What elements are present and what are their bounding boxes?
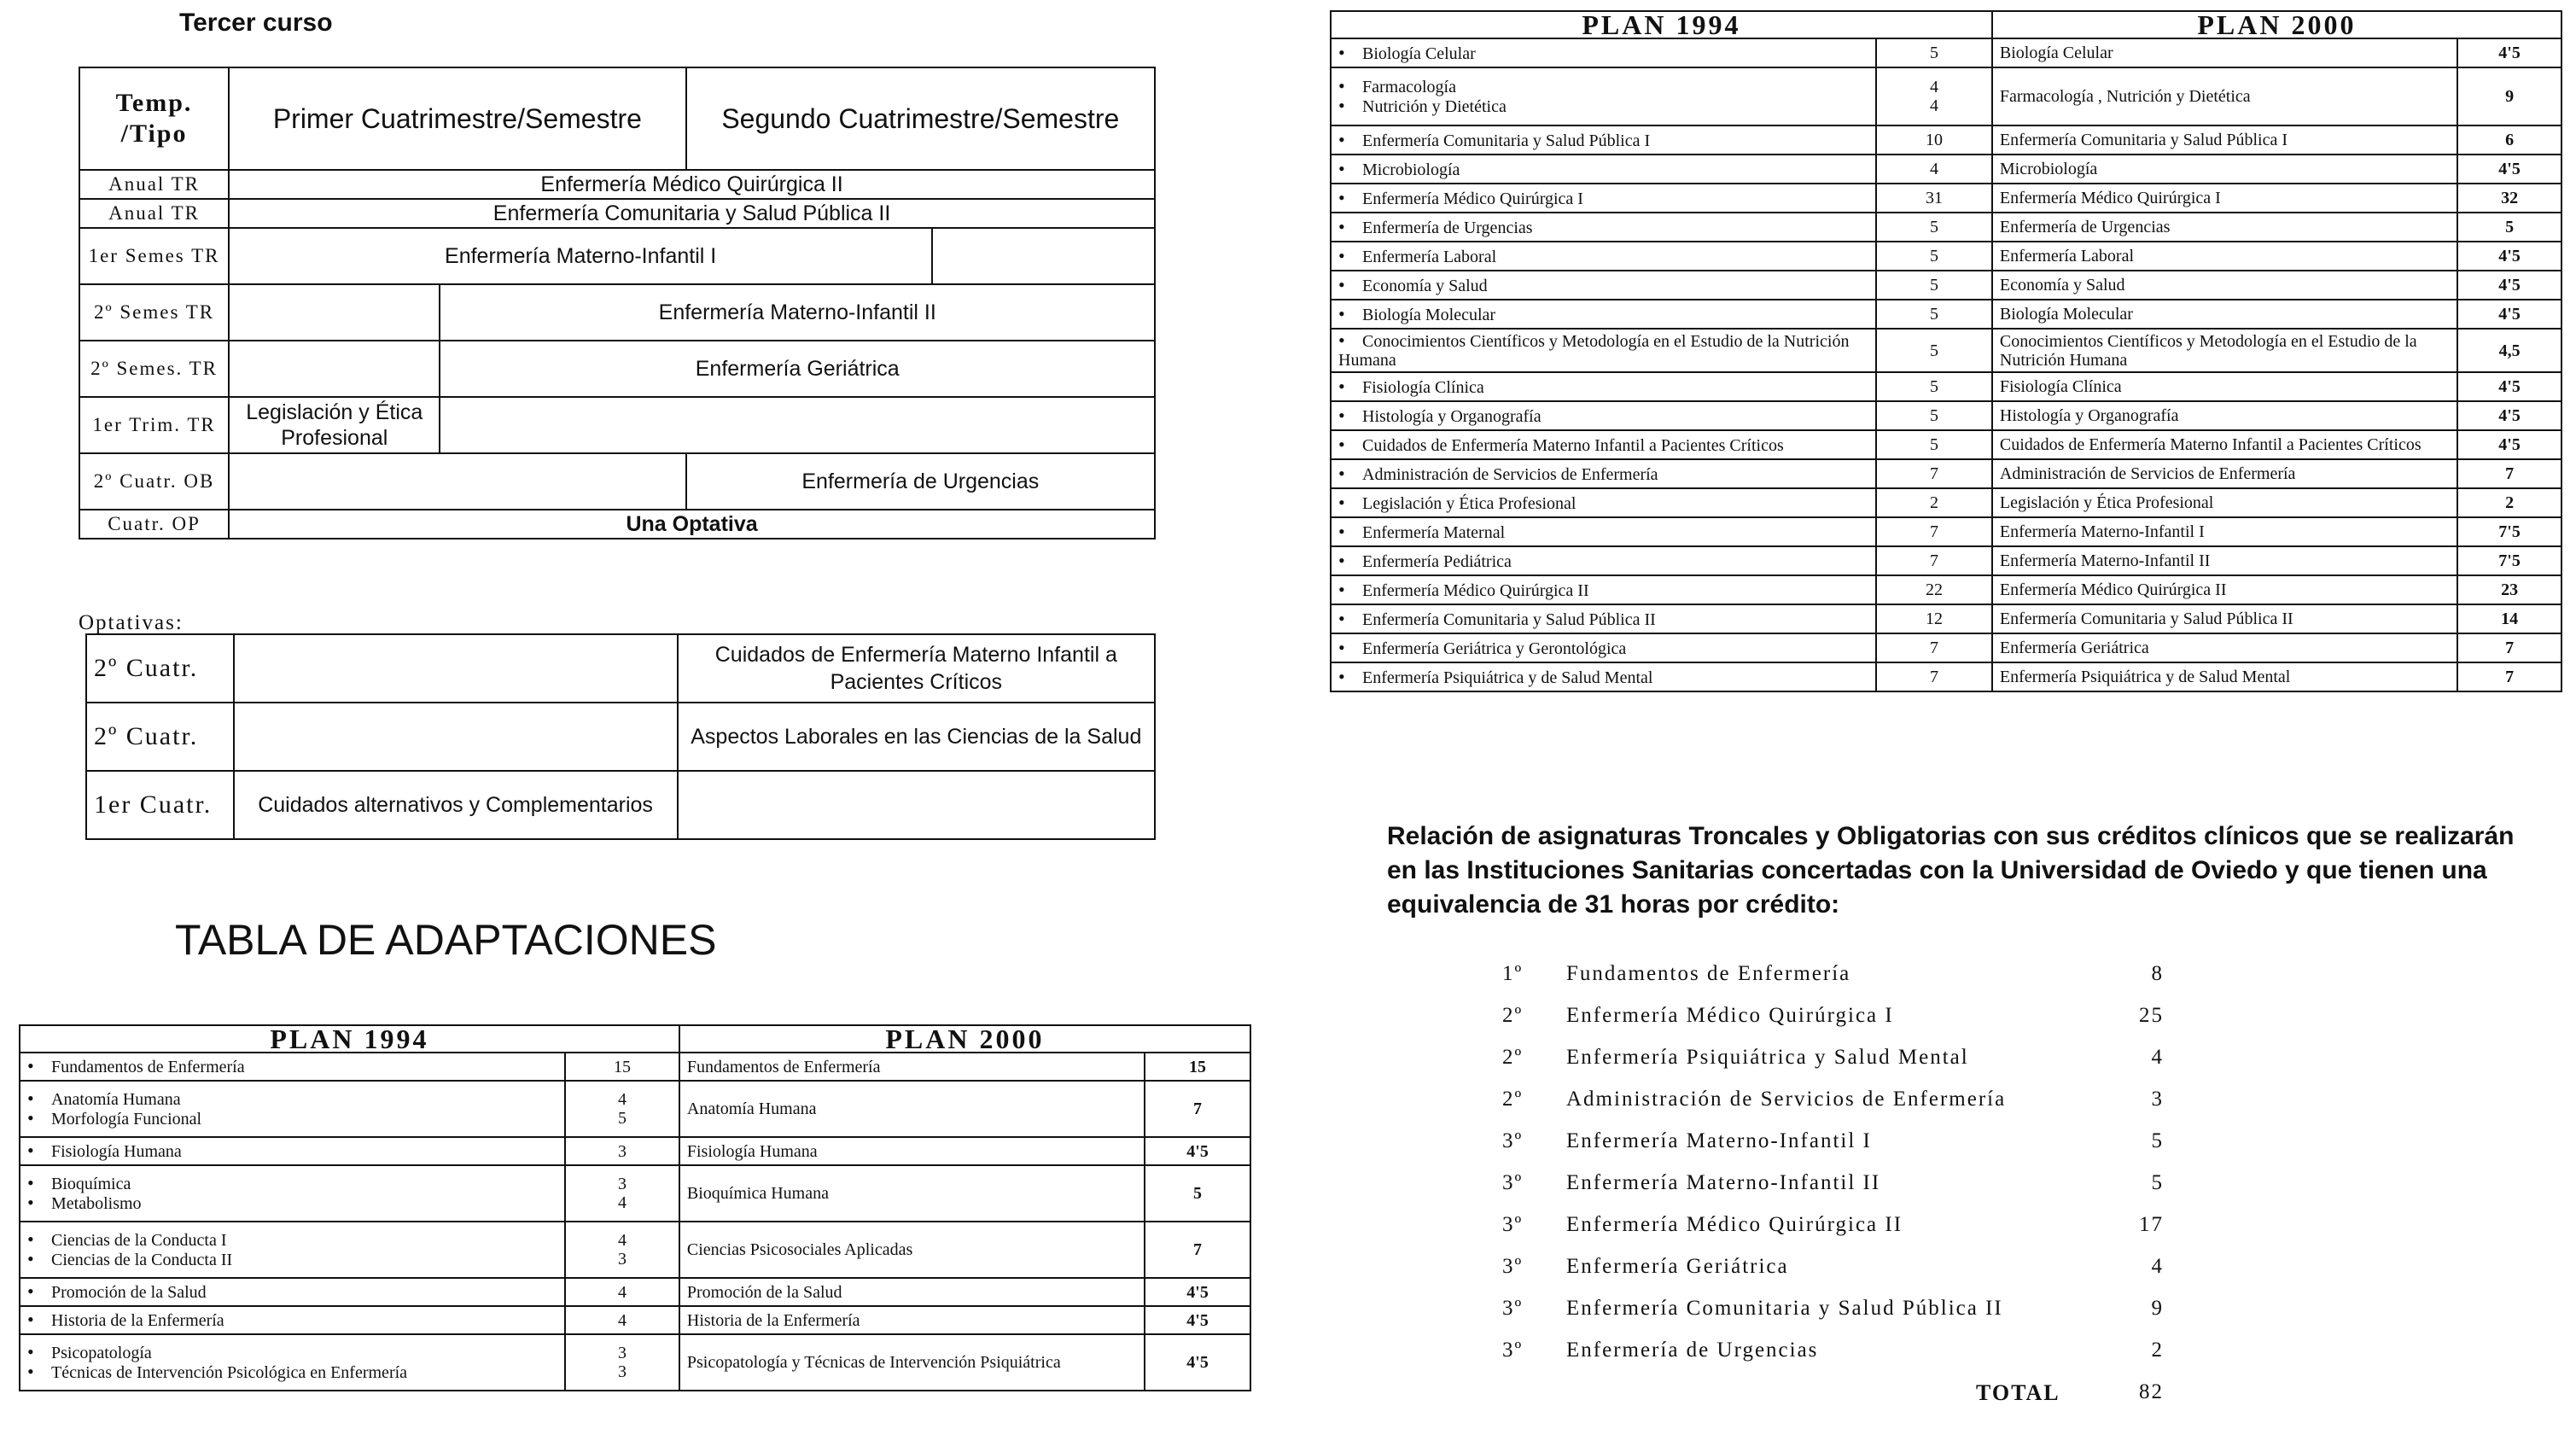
plan-1994-credit: 5 [1929, 377, 1938, 396]
adaptacion-row [1331, 575, 2561, 604]
adaptacion-row [1331, 662, 2561, 691]
empty-cell [229, 341, 440, 397]
adaptacion-row [1331, 401, 2561, 430]
plan-1994-credits [1876, 67, 1992, 125]
row-subject: Enfermería de Urgencias [686, 453, 1155, 510]
clinico-subject: Enfermería Psiquiátrica y Salud Mental [1566, 1046, 1969, 1069]
plan-1994-credits [1876, 372, 1992, 401]
empty-cell [234, 703, 678, 771]
clinico-credits: 17 [2139, 1213, 2164, 1236]
plan-2000-credit: 4'5 [2457, 430, 2561, 459]
plan-1994-header: PLAN 1994 [20, 1025, 679, 1053]
plan-1994-subject: • Enfermería Médico Quirúrgica I [1338, 189, 1868, 208]
adaptacion-row [1331, 38, 2561, 67]
adaptacion-row [1331, 155, 2561, 184]
plan-2000-credit: 7 [1145, 1222, 1250, 1278]
plan-1994-subjects [20, 1081, 565, 1137]
plan-2000-credit: 4'5 [2457, 300, 2561, 329]
plan-1994-subject: • Enfermería Psiquiátrica y de Salud Mental [1338, 668, 1868, 687]
plan-1994-subject: • Enfermería Médico Quirúrgica II [1338, 580, 1868, 600]
empty-cell [229, 453, 686, 510]
adaptacion-row [1331, 184, 2561, 213]
clinico-curso: 2º [1502, 1004, 1524, 1027]
row-tipo: Cuatr. OP [79, 510, 229, 539]
adaptacion-row [20, 1137, 1250, 1165]
plan-2000-subject: Microbiología [1992, 155, 2457, 184]
plan-1994-subjects [1331, 459, 1876, 488]
plan-2000-credit: 14 [2457, 604, 2561, 633]
plan-1994-credits [1876, 517, 1992, 546]
adaptacion-row [20, 1081, 1250, 1137]
clinico-curso: 3º [1502, 1129, 1524, 1152]
adaptacion-row [1331, 300, 2561, 329]
plan-2000-credit: 15 [1145, 1053, 1250, 1081]
adaptacion-row [20, 1306, 1250, 1334]
plan-1994-subject: • Fisiología Humana [27, 1141, 557, 1161]
plan-1994-subject: • Ciencias de la Conducta I [27, 1230, 557, 1250]
plan-1994-credit: 7 [1929, 464, 1938, 483]
clinico-credits: 25 [2139, 1004, 2164, 1027]
empty-cell [678, 771, 1155, 839]
row-subject: Legislación y Ética Profesional [229, 397, 440, 453]
plan-1994-subjects [20, 1306, 565, 1334]
tabla-adaptaciones-title: TABLA DE ADAPTACIONES [175, 916, 717, 964]
plan-2000-credit: 32 [2457, 184, 2561, 213]
plan-1994-subject: • Fundamentos de Enfermería [27, 1057, 557, 1076]
plan-1994-credit: 7 [1929, 668, 1938, 686]
header-primer-cuatrimestre: Primer Cuatrimestre/Semestre [229, 67, 686, 170]
plan-1994-subjects [1331, 213, 1876, 242]
plan-1994-subjects [1331, 300, 1876, 329]
adaptacion-row [20, 1334, 1250, 1391]
plan-1994-credit: 3 [617, 1175, 627, 1193]
adaptacion-row [1331, 372, 2561, 401]
plan-1994-subjects [1331, 662, 1876, 691]
plan-2000-subject: Farmacología , Nutrición y Dietética [1992, 67, 2457, 125]
clinico-subject: Administración de Servicios de Enfermería [1566, 1088, 2007, 1111]
plan-1994-subjects [1331, 155, 1876, 184]
plan-1994-credit: 3 [617, 1141, 627, 1161]
plan-1994-credit: 4 [617, 1310, 627, 1330]
plan-2000-subject: Enfermería Psiquiátrica y de Salud Mental [1992, 662, 2457, 691]
clinico-subject: Enfermería Geriátrica [1566, 1255, 1789, 1278]
plan-1994-subjects [20, 1165, 565, 1222]
plan-2000-credit: 7 [2457, 633, 2561, 662]
plan-1994-subject: • Ciencias de la Conducta II [27, 1250, 557, 1269]
plan-1994-credit: 12 [1925, 610, 1943, 628]
plan-2000-subject: Enfermería Materno-Infantil I [1992, 517, 2457, 546]
plan-2000-subject: Enfermería Laboral [1992, 242, 2457, 271]
plan-2000-credit: 7 [2457, 662, 2561, 691]
plan-1994-credits [565, 1334, 679, 1391]
plan-1994-credits [1876, 38, 1992, 67]
plan-1994-subjects [1331, 633, 1876, 662]
plan-1994-credits [565, 1306, 679, 1334]
plan-1994-credits [565, 1137, 679, 1165]
plan-1994-subject: • Conocimientos Científicos y Metodología en el Estudio de la Nutrición Humana [1338, 331, 1868, 370]
plan-2000-credit: 4'5 [1145, 1278, 1250, 1306]
clinico-curso: 3º [1502, 1339, 1524, 1362]
adaptacion-row [1331, 67, 2561, 125]
tercer-curso-table [79, 67, 1156, 540]
plan-1994-credit: 10 [1925, 131, 1943, 149]
total-label: TOTAL [1976, 1380, 2060, 1405]
plan-2000-header: PLAN 2000 [1992, 11, 2561, 38]
plan-1994-credits [1876, 329, 1992, 372]
plan-1994-subjects [20, 1137, 565, 1165]
plan-1994-credits [1876, 300, 1992, 329]
plan-2000-subject: Economía y Salud [1992, 271, 2457, 300]
plan-1994-subject: • Enfermería de Urgencias [1338, 218, 1868, 237]
clinico-credits: 9 [2151, 1297, 2164, 1320]
adaptacion-row [1331, 546, 2561, 575]
plan-1994-subject: • Psicopatología [27, 1343, 557, 1362]
plan-2000-credit: 4'5 [2457, 242, 2561, 271]
plan-1994-subject: • Historia de la Enfermería [27, 1310, 557, 1330]
plan-2000-subject: Anatomía Humana [679, 1081, 1145, 1137]
plan-2000-subject: Conocimientos Científicos y Metodología en el Estudio de la Nutrición Humana [1992, 329, 2457, 372]
plan-1994-subjects [20, 1334, 565, 1391]
clinico-subject: Enfermería Comunitaria y Salud Pública II [1566, 1297, 2003, 1320]
clinico-curso: 3º [1502, 1213, 1524, 1236]
plan-2000-credit: 4'5 [2457, 38, 2561, 67]
row-tipo: Anual TR [79, 170, 229, 199]
empty-cell [932, 228, 1155, 284]
plan-2000-credit: 4'5 [1145, 1137, 1250, 1165]
plan-1994-credits [565, 1278, 679, 1306]
adaptacion-row [20, 1222, 1250, 1278]
plan-1994-credits [1876, 242, 1992, 271]
plan-2000-subject: Legislación y Ética Profesional [1992, 488, 2457, 517]
optativas-label: Optativas: [79, 611, 184, 634]
plan-2000-credit: 4,5 [2457, 329, 2561, 372]
plan-1994-credit: 15 [613, 1057, 631, 1076]
plan-2000-subject: Biología Molecular [1992, 300, 2457, 329]
plan-2000-subject: Ciencias Psicosociales Aplicadas [679, 1222, 1145, 1278]
plan-2000-credit: 6 [2457, 125, 2561, 155]
clinico-curso: 3º [1502, 1297, 1524, 1320]
adaptacion-row [20, 1278, 1250, 1306]
plan-2000-subject: Bioquímica Humana [679, 1165, 1145, 1222]
empty-cell [229, 284, 440, 341]
plan-2000-subject: Administración de Servicios de Enfermería [1992, 459, 2457, 488]
plan-2000-credit: 4'5 [1145, 1334, 1250, 1391]
plan-1994-credit: 5 [1929, 406, 1938, 425]
row-subject: Enfermería Geriátrica [440, 341, 1155, 397]
plan-1994-credit: 7 [1929, 551, 1938, 570]
optativa-cuatr: 2º Cuatr. [86, 703, 234, 771]
optativa-subject: Cuidados de Enfermería Materno Infantil a Pacientes Críticos [678, 634, 1155, 703]
plan-1994-credits [1876, 213, 1992, 242]
plan-1994-credit: 7 [1929, 639, 1938, 657]
row-subject: Enfermería Médico Quirúrgica II [229, 170, 1155, 199]
clinico-subject: Enfermería Médico Quirúrgica II [1566, 1213, 1903, 1236]
clinico-subject: Enfermería Médico Quirúrgica I [1566, 1004, 1894, 1027]
plan-1994-subjects [1331, 184, 1876, 213]
plan-1994-credit: 5 [1929, 435, 1938, 454]
plan-1994-subject: • Enfermería Geriátrica y Gerontológica [1338, 639, 1868, 658]
plan-1994-subject: • Legislación y Ética Profesional [1338, 493, 1868, 513]
plan-1994-subject: • Enfermería Laboral [1338, 247, 1868, 266]
plan-1994-credits [1876, 125, 1992, 155]
plan-1994-credit: 4 [1929, 78, 1938, 96]
adaptacion-row [1331, 329, 2561, 372]
clinico-curso: 2º [1502, 1046, 1524, 1069]
empty-cell [234, 634, 678, 703]
plan-2000-credit: 9 [2457, 67, 2561, 125]
plan-1994-credits [1876, 633, 1992, 662]
row-tipo: 1er Semes TR [79, 228, 229, 284]
plan-1994-header: PLAN 1994 [1331, 11, 1992, 38]
adaptaciones-table-right [1330, 10, 2562, 692]
plan-2000-credit: 4'5 [1145, 1306, 1250, 1334]
header-segundo-cuatrimestre: Segundo Cuatrimestre/Semestre [686, 67, 1155, 170]
plan-1994-subjects [1331, 271, 1876, 300]
row-subject: Enfermería Materno-Infantil II [440, 284, 1155, 341]
plan-1994-subjects [1331, 38, 1876, 67]
plan-2000-credit: 4'5 [2457, 155, 2561, 184]
plan-2000-credit: 23 [2457, 575, 2561, 604]
plan-1994-credit: 3 [617, 1362, 627, 1381]
row-subject: Una Optativa [229, 510, 1155, 539]
header-temp-tipo: Temp. /Tipo [79, 67, 229, 170]
adaptacion-row [1331, 459, 2561, 488]
plan-2000-credit: 5 [2457, 213, 2561, 242]
plan-2000-subject: Historia de la Enfermería [679, 1306, 1145, 1334]
plan-1994-credit: 3 [617, 1344, 627, 1362]
plan-1994-credits [1876, 575, 1992, 604]
plan-2000-credit: 7 [2457, 459, 2561, 488]
plan-1994-credits [1876, 401, 1992, 430]
plan-1994-subject: • Metabolismo [27, 1193, 557, 1213]
adaptacion-row [20, 1165, 1250, 1222]
plan-2000-subject: Enfermería Materno-Infantil II [1992, 546, 2457, 575]
plan-1994-credit: 5 [1929, 218, 1938, 236]
plan-1994-credit: 4 [617, 1282, 627, 1302]
plan-1994-subject: • Promoción de la Salud [27, 1282, 557, 1302]
plan-1994-credits [565, 1165, 679, 1222]
clinico-subject: Enfermería de Urgencias [1566, 1339, 1819, 1362]
plan-1994-credits [1876, 184, 1992, 213]
adaptacion-row [1331, 488, 2561, 517]
tercer-curso-title: Tercer curso [179, 9, 333, 37]
plan-1994-subject: • Fisiología Clínica [1338, 377, 1868, 397]
clinico-curso: 3º [1502, 1171, 1524, 1194]
clinico-credits: 4 [2151, 1046, 2164, 1069]
optativa-subject: Aspectos Laborales en las Ciencias de la Salud [678, 703, 1155, 771]
adaptacion-row [1331, 271, 2561, 300]
plan-1994-subjects [1331, 372, 1876, 401]
plan-1994-subject: • Nutrición y Dietética [1338, 96, 1868, 116]
plan-1994-credit: 3 [617, 1250, 627, 1269]
plan-1994-subject: • Biología Molecular [1338, 305, 1868, 324]
plan-1994-credit: 4 [617, 1231, 627, 1250]
plan-1994-credits [565, 1081, 679, 1137]
plan-2000-subject: Enfermería Comunitaria y Salud Pública II [1992, 604, 2457, 633]
clinico-curso: 2º [1502, 1088, 1524, 1111]
row-subject: Enfermería Comunitaria y Salud Pública II [229, 199, 1155, 228]
plan-1994-credits [1876, 459, 1992, 488]
plan-1994-subject: • Biología Celular [1338, 44, 1868, 63]
plan-1994-credit: 22 [1925, 580, 1943, 599]
plan-2000-subject: Enfermería de Urgencias [1992, 213, 2457, 242]
plan-2000-credit: 4'5 [2457, 372, 2561, 401]
plan-1994-credit: 5 [1929, 276, 1938, 295]
creditos-clinicos-heading: Relación de asignaturas Troncales y Obligatorias con sus créditos clínicos que se realizarán en las Instituciones Sanitarias concertadas con la Universidad de Oviedo y que tienen una equivalencia de 31 horas por crédito: [1387, 822, 2515, 919]
optativa-cuatr: 1er Cuatr. [86, 771, 234, 839]
clinico-curso: 1º [1502, 962, 1524, 985]
plan-1994-subjects [20, 1222, 565, 1278]
plan-2000-subject: Cuidados de Enfermería Materno Infantil a Pacientes Críticos [1992, 430, 2457, 459]
plan-1994-credit: 5 [1929, 247, 1938, 265]
plan-1994-credits [1876, 430, 1992, 459]
plan-1994-credits [1876, 271, 1992, 300]
clinico-credits: 3 [2151, 1088, 2164, 1111]
plan-2000-credit: 7 [1145, 1081, 1250, 1137]
plan-1994-credits [1876, 488, 1992, 517]
clinico-subject: Fundamentos de Enfermería [1566, 962, 1851, 985]
total-value: 82 [2139, 1380, 2164, 1403]
plan-1994-subjects [1331, 67, 1876, 125]
plan-1994-subject: • Farmacología [1338, 77, 1868, 96]
clinico-subject: Enfermería Materno-Infantil I [1566, 1129, 1872, 1152]
plan-1994-credits [1876, 662, 1992, 691]
adaptacion-row [1331, 604, 2561, 633]
plan-1994-subjects [1331, 430, 1876, 459]
plan-2000-header: PLAN 2000 [679, 1025, 1250, 1053]
plan-1994-subjects [1331, 575, 1876, 604]
plan-1994-subjects [1331, 125, 1876, 155]
plan-1994-credit: 7 [1929, 522, 1938, 541]
plan-2000-credit: 4'5 [2457, 271, 2561, 300]
optativa-subject: Cuidados alternativos y Complementarios [234, 771, 678, 839]
row-tipo: 1er Trim. TR [79, 397, 229, 453]
plan-2000-credit: 7'5 [2457, 517, 2561, 546]
adaptacion-row [20, 1053, 1250, 1081]
clinico-credits: 5 [2151, 1129, 2164, 1152]
adaptacion-row [1331, 125, 2561, 155]
plan-1994-credits [565, 1222, 679, 1278]
plan-2000-subject: Fundamentos de Enfermería [679, 1053, 1145, 1081]
plan-1994-subject: • Administración de Servicios de Enfermería [1338, 464, 1868, 484]
plan-1994-credit: 5 [1929, 341, 1938, 360]
plan-2000-subject: Enfermería Médico Quirúrgica I [1992, 184, 2457, 213]
plan-2000-subject: Enfermería Geriátrica [1992, 633, 2457, 662]
plan-1994-credit: 4 [1929, 160, 1938, 178]
plan-1994-subject: • Economía y Salud [1338, 276, 1868, 295]
row-tipo: 2º Semes. TR [79, 341, 229, 397]
adaptacion-row [1331, 430, 2561, 459]
plan-1994-subject: • Microbiología [1338, 160, 1868, 179]
plan-1994-subject: • Enfermería Comunitaria y Salud Pública II [1338, 610, 1868, 629]
row-tipo: 2º Cuatr. OB [79, 453, 229, 510]
plan-1994-subject: • Técnicas de Intervención Psicológica en Enfermería [27, 1362, 557, 1382]
plan-1994-credit: 4 [617, 1090, 627, 1109]
plan-1994-subjects [1331, 604, 1876, 633]
plan-1994-subjects [20, 1053, 565, 1081]
plan-1994-subjects [1331, 546, 1876, 575]
plan-2000-credit: 7'5 [2457, 546, 2561, 575]
plan-1994-credit: 31 [1925, 189, 1943, 207]
plan-2000-subject: Psicopatología y Técnicas de Intervención Psiquiátrica [679, 1334, 1145, 1391]
plan-1994-subjects [1331, 329, 1876, 372]
plan-1994-credit: 5 [1929, 44, 1938, 62]
plan-1994-subject: • Enfermería Maternal [1338, 522, 1868, 542]
plan-1994-subjects [1331, 401, 1876, 430]
adaptacion-row [1331, 213, 2561, 242]
adaptacion-row [1331, 242, 2561, 271]
plan-2000-subject: Enfermería Médico Quirúrgica II [1992, 575, 2457, 604]
row-subject: Enfermería Materno-Infantil I [229, 228, 932, 284]
plan-1994-credits [1876, 155, 1992, 184]
clinico-curso: 3º [1502, 1255, 1524, 1278]
adaptacion-row [1331, 633, 2561, 662]
plan-1994-subject: • Morfología Funcional [27, 1109, 557, 1129]
plan-1994-subject: • Histología y Organografía [1338, 406, 1868, 426]
plan-1994-subjects [1331, 488, 1876, 517]
adaptaciones-table-left [19, 1024, 1251, 1391]
row-tipo: 2º Semes TR [79, 284, 229, 341]
clinico-credits: 2 [2151, 1339, 2164, 1362]
plan-1994-subjects [1331, 242, 1876, 271]
plan-1994-subjects [20, 1278, 565, 1306]
plan-2000-subject: Enfermería Comunitaria y Salud Pública I [1992, 125, 2457, 155]
plan-2000-subject: Promoción de la Salud [679, 1278, 1145, 1306]
plan-1994-credit: 5 [1929, 305, 1938, 324]
clinico-subject: Enfermería Materno-Infantil II [1566, 1171, 1881, 1194]
plan-1994-subjects [1331, 517, 1876, 546]
empty-cell [440, 397, 1155, 453]
plan-1994-credits [1876, 546, 1992, 575]
optativa-cuatr: 2º Cuatr. [86, 634, 234, 703]
plan-2000-subject: Biología Celular [1992, 38, 2457, 67]
plan-2000-subject: Fisiología Humana [679, 1137, 1145, 1165]
plan-1994-credits [565, 1053, 679, 1081]
plan-1994-subject: • Cuidados de Enfermería Materno Infantil a Pacientes Críticos [1338, 435, 1868, 455]
row-tipo: Anual TR [79, 199, 229, 228]
plan-1994-subject: • Enfermería Pediátrica [1338, 551, 1868, 571]
plan-2000-subject: Fisiología Clínica [1992, 372, 2457, 401]
adaptacion-row [1331, 517, 2561, 546]
plan-1994-credit: 5 [617, 1109, 627, 1128]
optativas-table [85, 633, 1156, 840]
clinico-credits: 4 [2151, 1255, 2164, 1278]
plan-1994-subject: • Anatomía Humana [27, 1089, 557, 1109]
plan-2000-credit: 2 [2457, 488, 2561, 517]
clinico-credits: 8 [2151, 962, 2164, 985]
plan-1994-subject: • Enfermería Comunitaria y Salud Pública I [1338, 131, 1868, 150]
plan-2000-subject: Histología y Organografía [1992, 401, 2457, 430]
clinico-credits: 5 [2151, 1171, 2164, 1194]
plan-1994-subject: • Bioquímica [27, 1174, 557, 1193]
plan-2000-credit: 5 [1145, 1165, 1250, 1222]
plan-1994-credit: 4 [1929, 96, 1938, 115]
plan-2000-credit: 4'5 [2457, 401, 2561, 430]
plan-1994-credits [1876, 604, 1992, 633]
plan-1994-credit: 2 [1929, 493, 1938, 512]
plan-1994-credit: 4 [617, 1193, 627, 1212]
